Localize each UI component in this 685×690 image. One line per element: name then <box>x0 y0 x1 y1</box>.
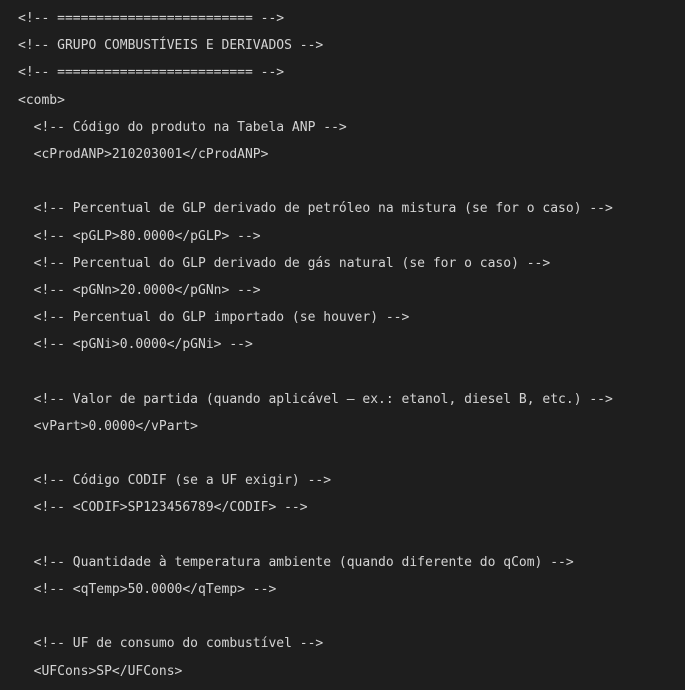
code-line: <!-- <CODIF>SP123456789</CODIF> --> <box>18 500 308 516</box>
code-line: <!-- Código do produto na Tabela ANP --> <box>18 119 347 135</box>
code-line: <!-- Código CODIF (se a UF exigir) --> <box>18 473 332 489</box>
code-line: <cProdANP>210203001</cProdANP> <box>18 146 269 162</box>
code-line: <vPart>0.0000</vPart> <box>18 418 199 434</box>
code-line: <!-- Percentual do GLP importado (se houver) --> <box>18 310 410 326</box>
code-line: <!-- <pGNn>20.0000</pGNn> --> <box>18 282 261 298</box>
code-line <box>18 440 685 467</box>
code-line: <!-- <qTemp>50.0000</qTemp> --> <box>18 581 277 597</box>
code-line: <!-- ========================= --> <box>18 65 285 81</box>
code-line <box>18 603 685 630</box>
code-line: <!-- <pGNi>0.0000</pGNi> --> <box>18 337 253 353</box>
code-line: <!-- Percentual do GLP derivado de gás natural (se for o caso) --> <box>18 255 551 271</box>
code-line: <comb> <box>18 92 65 108</box>
code-line: <!-- Percentual de GLP derivado de petróleo na mistura (se for o caso) --> <box>18 201 613 217</box>
code-line <box>18 522 685 549</box>
code-line: <UFCons>SP</UFCons> <box>18 663 183 679</box>
code-line: <!-- Quantidade à temperatura ambiente (quando diferente do qCom) --> <box>18 554 574 570</box>
code-line: <!-- Valor de partida (quando aplicável – ex.: etanol, diesel B, etc.) --> <box>18 391 613 407</box>
code-line: <!-- GRUPO COMBUSTÍVEIS E DERIVADOS --> <box>18 38 324 54</box>
code-line: <!-- ========================= --> <box>18 11 285 26</box>
code-line: <!-- <pGLP>80.0000</pGLP> --> <box>18 228 261 244</box>
code-line: <!-- UF de consumo do combustível --> <box>18 636 324 652</box>
code-line <box>18 358 685 385</box>
code-line <box>18 168 685 195</box>
